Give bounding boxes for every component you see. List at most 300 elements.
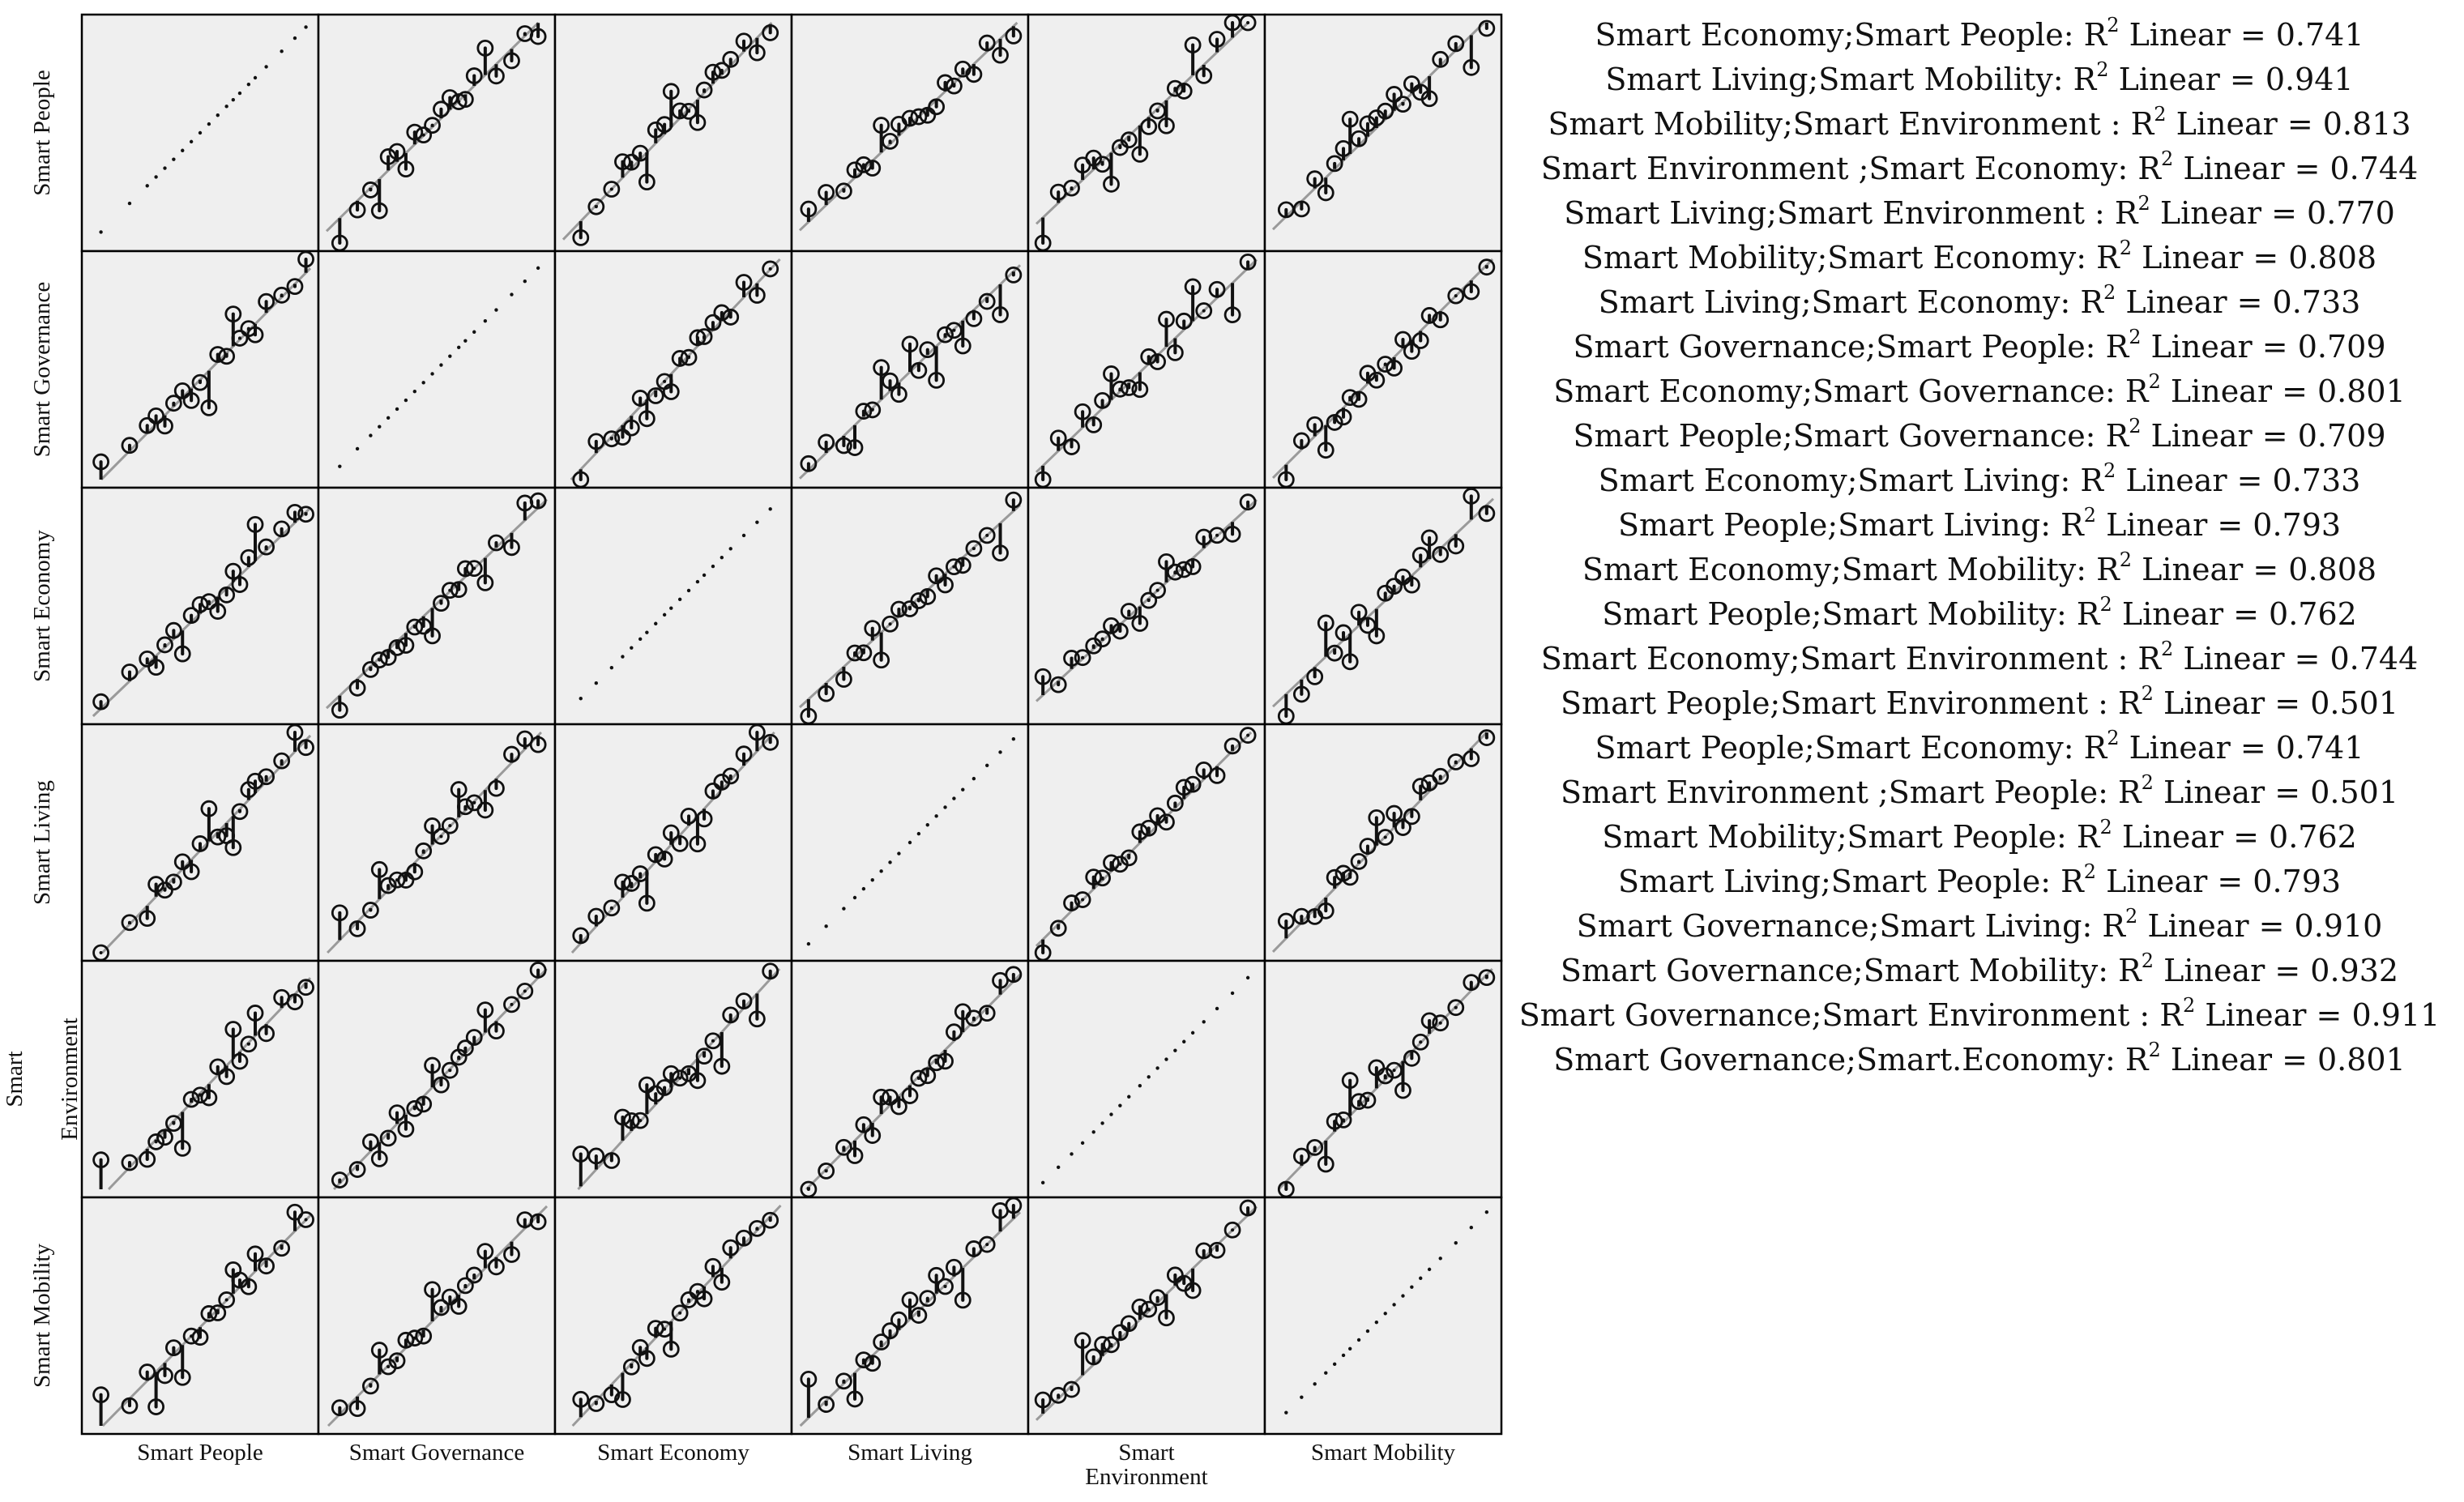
data-point-center xyxy=(638,873,642,876)
r-squared-symbol: R xyxy=(2125,373,2149,409)
data-point-center xyxy=(1246,21,1249,24)
data-point-center xyxy=(1070,656,1074,659)
diagonal-point xyxy=(1081,1141,1084,1145)
data-point-center xyxy=(952,1030,955,1034)
data-point-center xyxy=(999,552,1002,555)
data-point-center xyxy=(897,608,900,611)
diagonal-point xyxy=(926,823,929,826)
data-point-center xyxy=(181,389,184,392)
data-point-center xyxy=(663,123,666,126)
data-point-center xyxy=(225,355,228,358)
data-point-center xyxy=(1419,553,1422,557)
r-squared-text: Linear = xyxy=(2173,641,2330,676)
data-point-center xyxy=(610,437,613,441)
data-point-center xyxy=(181,860,184,864)
data-point-center xyxy=(293,1210,297,1214)
r-squared-line xyxy=(1505,414,2453,459)
variable-pair: Smart Governance;Smart.Economy: xyxy=(1553,1042,2125,1077)
data-point-center xyxy=(842,1380,845,1383)
data-point-center xyxy=(1324,449,1327,452)
data-point-center xyxy=(1410,82,1413,85)
data-point-center xyxy=(1092,156,1095,160)
data-point-center xyxy=(1118,1331,1121,1334)
r-squared-text: Linear = xyxy=(2112,596,2270,632)
data-point-center xyxy=(1182,1282,1185,1285)
data-point-center xyxy=(1202,74,1206,77)
data-point-center xyxy=(1246,1206,1249,1210)
data-point-center xyxy=(755,294,758,297)
data-point-center xyxy=(510,753,513,756)
data-point-center xyxy=(448,1069,451,1072)
data-point-center xyxy=(897,122,900,126)
data-point-center xyxy=(386,155,390,158)
data-point-center xyxy=(422,1334,425,1338)
panel-smart-economy-vs-smart-governance xyxy=(318,488,555,724)
data-point-center xyxy=(484,1250,487,1253)
data-point-center xyxy=(1092,423,1095,426)
data-point-center xyxy=(1191,1289,1194,1292)
data-point-center xyxy=(1393,585,1396,588)
data-point-center xyxy=(654,395,657,398)
data-point-center xyxy=(1215,534,1219,537)
data-point-center xyxy=(1313,675,1317,678)
data-point-center xyxy=(1300,693,1303,696)
data-point-center xyxy=(163,425,166,428)
data-point-center xyxy=(216,1065,220,1069)
data-point-center xyxy=(669,90,673,93)
data-point-center xyxy=(356,927,359,930)
data-point-center xyxy=(238,583,241,587)
data-point-center xyxy=(1191,783,1194,786)
data-point-center xyxy=(494,1265,497,1269)
data-point-center xyxy=(536,35,540,38)
data-point-center xyxy=(999,313,1002,316)
diagonal-point xyxy=(494,308,497,311)
variable-pair: Smart Living;Smart Economy: xyxy=(1598,284,2081,320)
data-point-center xyxy=(146,657,149,660)
data-point-center xyxy=(457,1056,460,1059)
data-point-center xyxy=(1401,338,1404,341)
diagonal-point xyxy=(1118,1103,1121,1107)
data-point-center xyxy=(1215,1248,1219,1252)
data-point-center xyxy=(862,1123,865,1126)
diagonal-point xyxy=(1384,1312,1387,1315)
data-point-center xyxy=(463,98,467,101)
data-point-center xyxy=(1324,909,1327,912)
data-point-center xyxy=(1333,651,1336,655)
data-point-center xyxy=(961,1010,964,1013)
data-point-center xyxy=(536,968,540,971)
row-label-text: Smart Mobility xyxy=(29,1243,55,1389)
data-point-center xyxy=(952,329,955,332)
diagonal-point xyxy=(729,547,732,550)
data-point-center xyxy=(378,1349,381,1352)
data-point-center xyxy=(663,857,666,860)
data-point-center xyxy=(742,1000,745,1003)
data-point-center xyxy=(1215,37,1219,41)
r-squared-exponent: 2 xyxy=(2129,415,2142,438)
data-point-center xyxy=(510,1252,513,1256)
r-squared-value: 0.808 xyxy=(2288,240,2377,275)
diagonal-point xyxy=(824,924,827,928)
data-point-center xyxy=(711,321,715,324)
data-point-center xyxy=(484,809,487,812)
data-point-center xyxy=(825,1403,828,1406)
data-point-center xyxy=(510,1003,513,1006)
data-point-center xyxy=(889,622,892,625)
data-point-center xyxy=(1101,638,1104,641)
diagonal-point xyxy=(711,565,715,568)
diagonal-point xyxy=(678,598,681,601)
data-point-center xyxy=(1454,760,1458,763)
data-point-center xyxy=(510,59,513,62)
data-point-center xyxy=(579,236,583,239)
variable-pair: Smart Governance;Smart Environment : xyxy=(1518,997,2160,1033)
data-point-center xyxy=(369,188,372,191)
data-point-center xyxy=(853,169,856,172)
data-point-center xyxy=(889,379,892,382)
diagonal-point xyxy=(1012,737,1015,740)
data-point-center xyxy=(254,1252,257,1256)
data-point-center xyxy=(1401,103,1404,106)
data-point-center xyxy=(232,313,235,316)
data-point-center xyxy=(1393,366,1396,369)
row-label xyxy=(15,1194,70,1437)
r-squared-exponent: 2 xyxy=(2148,370,2161,394)
data-point-center xyxy=(687,1072,690,1075)
panel-smart-environment-vs-smart-living xyxy=(792,961,1028,1197)
data-point-center xyxy=(1428,97,1431,100)
data-point-center xyxy=(917,369,920,372)
diagonal-point xyxy=(1342,1354,1345,1357)
r-squared-text: Linear = xyxy=(2153,774,2311,810)
data-point-center xyxy=(1485,266,1488,269)
data-point-center xyxy=(1127,1322,1130,1325)
data-point-center xyxy=(579,934,583,937)
r-squared-exponent: 2 xyxy=(2107,727,2120,750)
data-point-center xyxy=(687,356,690,359)
diagonal-point xyxy=(1428,1268,1431,1271)
data-point-center xyxy=(630,426,633,429)
r-squared-value: 0.932 xyxy=(2310,953,2399,988)
data-point-center xyxy=(1384,1074,1387,1077)
row-label xyxy=(15,484,70,728)
data-point-center xyxy=(146,1158,149,1161)
data-point-center xyxy=(431,634,434,638)
diagonal-point xyxy=(1410,1285,1413,1288)
data-point-center xyxy=(523,989,527,992)
diagonal-point xyxy=(1231,992,1234,995)
data-point-center xyxy=(897,393,900,396)
data-point-center xyxy=(999,979,1002,982)
data-point-center xyxy=(1485,976,1488,979)
data-point-center xyxy=(254,1011,257,1014)
data-point-center xyxy=(610,1159,613,1163)
r-squared-symbol: R xyxy=(2060,507,2084,543)
data-point-center xyxy=(431,1064,434,1067)
data-point-center xyxy=(1284,208,1288,211)
data-point-center xyxy=(579,1397,583,1401)
r-squared-text: Linear = xyxy=(2141,418,2298,454)
r-squared-value: 0.941 xyxy=(2265,62,2354,97)
r-squared-text: Linear = xyxy=(2195,997,2352,1033)
diagonal-point xyxy=(172,157,175,160)
data-point-center xyxy=(181,1146,184,1150)
data-point-center xyxy=(305,986,308,989)
data-point-center xyxy=(1357,611,1360,614)
diagonal-point xyxy=(421,381,425,384)
variable-pair: Smart Living;Smart Environment : xyxy=(1564,195,2115,231)
data-point-center xyxy=(494,1030,497,1033)
data-point-center xyxy=(1284,920,1288,923)
data-point-center xyxy=(265,300,268,303)
r-squared-text: Linear = xyxy=(2141,329,2298,365)
diagonal-point xyxy=(1392,1303,1395,1306)
data-point-center xyxy=(889,139,892,143)
diagonal-point xyxy=(293,36,297,40)
diagonal-point xyxy=(807,942,810,945)
data-point-center xyxy=(404,168,408,171)
row-label-text: Smart Economy xyxy=(29,530,55,682)
panel-smart-environment-vs-smart-environment xyxy=(1028,961,1265,1197)
data-point-center xyxy=(1173,351,1176,354)
data-point-center xyxy=(1202,536,1206,539)
data-point-center xyxy=(935,574,938,578)
r-squared-text: Linear = xyxy=(2173,151,2330,186)
data-point-center xyxy=(825,190,828,194)
data-point-center xyxy=(265,1265,268,1268)
data-point-center xyxy=(702,335,706,338)
data-point-center xyxy=(935,105,938,109)
r-squared-text: Linear = xyxy=(2096,864,2253,899)
data-point-center xyxy=(645,1357,648,1360)
data-point-center xyxy=(720,69,724,72)
diagonal-point xyxy=(199,131,202,134)
r-squared-exponent: 2 xyxy=(2107,14,2120,37)
diagonal-point xyxy=(457,346,460,349)
data-point-center xyxy=(1357,860,1360,863)
diagonal-point xyxy=(1147,1075,1151,1078)
data-point-center xyxy=(880,1341,883,1344)
diagonal-point xyxy=(853,896,856,899)
diagonal-point xyxy=(610,666,613,669)
r-squared-list xyxy=(1505,13,2453,1082)
data-point-center xyxy=(985,300,989,303)
data-point-center xyxy=(225,1075,228,1078)
data-point-center xyxy=(386,884,390,887)
data-point-center xyxy=(155,666,158,669)
diagonal-point xyxy=(972,777,976,780)
r-squared-text: Linear = xyxy=(2132,552,2289,587)
data-point-center xyxy=(431,1288,434,1291)
r-squared-line xyxy=(1505,236,2453,280)
data-point-center xyxy=(536,499,540,502)
data-point-center xyxy=(238,810,241,813)
data-point-center xyxy=(985,1012,989,1015)
data-point-center xyxy=(610,188,613,191)
data-point-center xyxy=(1041,951,1044,954)
row-label-text: Smart Governance xyxy=(29,281,55,458)
data-point-center xyxy=(638,396,642,399)
data-point-center xyxy=(1333,162,1336,165)
r-squared-value: 0.770 xyxy=(2307,195,2395,231)
r-squared-symbol: R xyxy=(2073,62,2097,97)
data-point-center xyxy=(595,440,598,443)
panel-smart-mobility-vs-smart-people xyxy=(82,1197,318,1434)
data-point-center xyxy=(952,84,955,87)
diagonal-point xyxy=(1164,1057,1168,1060)
r-squared-value: 0.801 xyxy=(2317,1042,2406,1077)
data-point-center xyxy=(247,788,250,792)
r-squared-symbol: R xyxy=(2114,195,2138,231)
diagonal-point xyxy=(696,580,699,583)
data-point-center xyxy=(1164,1316,1168,1320)
data-point-center xyxy=(1393,1069,1396,1072)
data-point-center xyxy=(755,731,758,734)
data-point-center xyxy=(1012,34,1015,37)
data-point-center xyxy=(1138,621,1142,625)
diagonal-point xyxy=(1401,1294,1404,1297)
diagonal-point xyxy=(630,646,633,649)
data-point-center xyxy=(985,534,989,537)
diagonal-point xyxy=(280,49,283,53)
data-point-center xyxy=(897,1105,900,1108)
data-point-center xyxy=(207,807,211,810)
data-point-center xyxy=(711,789,715,792)
r-squared-value: 0.501 xyxy=(2310,774,2398,810)
data-point-center xyxy=(595,915,598,918)
data-point-center xyxy=(1366,845,1369,848)
data-point-center xyxy=(1342,631,1345,634)
data-point-center xyxy=(742,1236,745,1240)
data-point-center xyxy=(190,614,193,617)
data-point-center xyxy=(536,743,540,746)
data-point-center xyxy=(280,527,284,531)
r-squared-symbol: R xyxy=(2076,819,2100,855)
data-point-center xyxy=(523,32,527,35)
data-point-center xyxy=(1041,675,1044,678)
data-point-center xyxy=(356,208,359,211)
r-squared-symbol: R xyxy=(2118,774,2142,810)
data-point-center xyxy=(1127,856,1130,860)
data-point-center xyxy=(1324,1163,1327,1166)
diagonal-point xyxy=(369,433,372,437)
data-point-center xyxy=(579,1152,583,1155)
data-point-center xyxy=(1138,388,1142,391)
diagonal-point xyxy=(1202,1020,1206,1023)
column-label-text: Smart Mobility xyxy=(1310,1440,1456,1466)
data-point-center xyxy=(1156,814,1159,817)
row-label xyxy=(15,11,70,254)
r-squared-value: 0.733 xyxy=(2272,463,2361,498)
data-point-center xyxy=(523,1218,527,1222)
data-point-center xyxy=(720,1065,724,1068)
data-point-center xyxy=(1300,207,1303,211)
data-point-center xyxy=(1081,1339,1084,1342)
data-point-center xyxy=(1101,877,1104,880)
r-squared-line xyxy=(1505,592,2453,637)
data-point-center xyxy=(1231,314,1234,317)
data-point-center xyxy=(985,41,989,45)
diagonal-point xyxy=(917,832,920,835)
data-point-center xyxy=(638,151,642,155)
r-squared-text: Linear = xyxy=(2119,730,2276,766)
diagonal-point xyxy=(264,65,267,68)
data-point-center xyxy=(926,113,929,117)
data-point-center xyxy=(128,444,131,447)
r-squared-line xyxy=(1505,860,2453,904)
r-squared-symbol: R xyxy=(2137,641,2161,676)
r-squared-text: Linear = xyxy=(2116,463,2273,498)
diagonal-point xyxy=(579,697,583,700)
data-point-center xyxy=(1231,532,1234,536)
data-point-center xyxy=(1284,715,1288,718)
r-squared-text: Linear = xyxy=(2132,240,2289,275)
r-squared-line xyxy=(1505,325,2453,369)
data-point-center xyxy=(654,128,657,131)
data-point-center xyxy=(338,1179,341,1182)
data-point-center xyxy=(1384,109,1387,113)
data-point-center xyxy=(645,902,648,905)
data-point-center xyxy=(1342,416,1345,419)
data-point-center xyxy=(338,241,341,245)
diagonal-point xyxy=(386,416,390,420)
r-squared-exponent: 2 xyxy=(2125,905,2138,928)
data-point-center xyxy=(1147,826,1151,830)
data-point-center xyxy=(378,209,381,212)
data-point-center xyxy=(1041,241,1044,245)
r-squared-exponent: 2 xyxy=(2141,682,2154,706)
data-point-center xyxy=(769,740,772,744)
data-point-center xyxy=(678,1312,681,1315)
data-point-center xyxy=(687,814,690,817)
diagonal-point xyxy=(742,534,745,537)
diagonal-point xyxy=(1485,1210,1488,1214)
data-point-center xyxy=(1070,902,1074,905)
r-squared-value: 0.793 xyxy=(2253,507,2342,543)
r-squared-exponent: 2 xyxy=(2182,994,2196,1018)
r-squared-line xyxy=(1505,280,2453,325)
diagonal-point xyxy=(439,363,442,366)
data-point-center xyxy=(842,677,845,681)
variable-pair: Smart People;Smart Governance: xyxy=(1573,418,2106,454)
data-point-center xyxy=(645,181,648,184)
data-point-center xyxy=(439,602,442,605)
data-point-center xyxy=(926,1074,929,1077)
r-squared-text: Linear = xyxy=(2108,62,2265,97)
data-point-center xyxy=(769,1218,772,1222)
diagonal-point xyxy=(472,331,476,334)
variable-pair: Smart Environment ;Smart Economy: xyxy=(1540,151,2138,186)
data-point-center xyxy=(1109,182,1112,186)
data-point-center xyxy=(944,1060,947,1063)
diagonal-point xyxy=(1092,1130,1095,1133)
variable-pair: Smart Mobility;Smart Economy: xyxy=(1582,240,2097,275)
data-point-center xyxy=(720,780,724,783)
r-squared-exponent: 2 xyxy=(2119,237,2133,260)
data-point-center xyxy=(395,150,399,153)
data-point-center xyxy=(484,46,487,49)
diagonal-point xyxy=(463,339,467,342)
data-point-center xyxy=(146,1371,149,1374)
variable-pair: Smart Mobility;Smart People: xyxy=(1602,819,2077,855)
data-point-center xyxy=(1109,624,1112,627)
data-point-center xyxy=(842,1146,845,1149)
variable-pair: Smart Economy;Smart Governance: xyxy=(1553,373,2125,409)
panel-smart-governance-vs-smart-governance xyxy=(318,251,555,488)
data-point-center xyxy=(305,746,308,749)
data-point-center xyxy=(225,593,228,596)
